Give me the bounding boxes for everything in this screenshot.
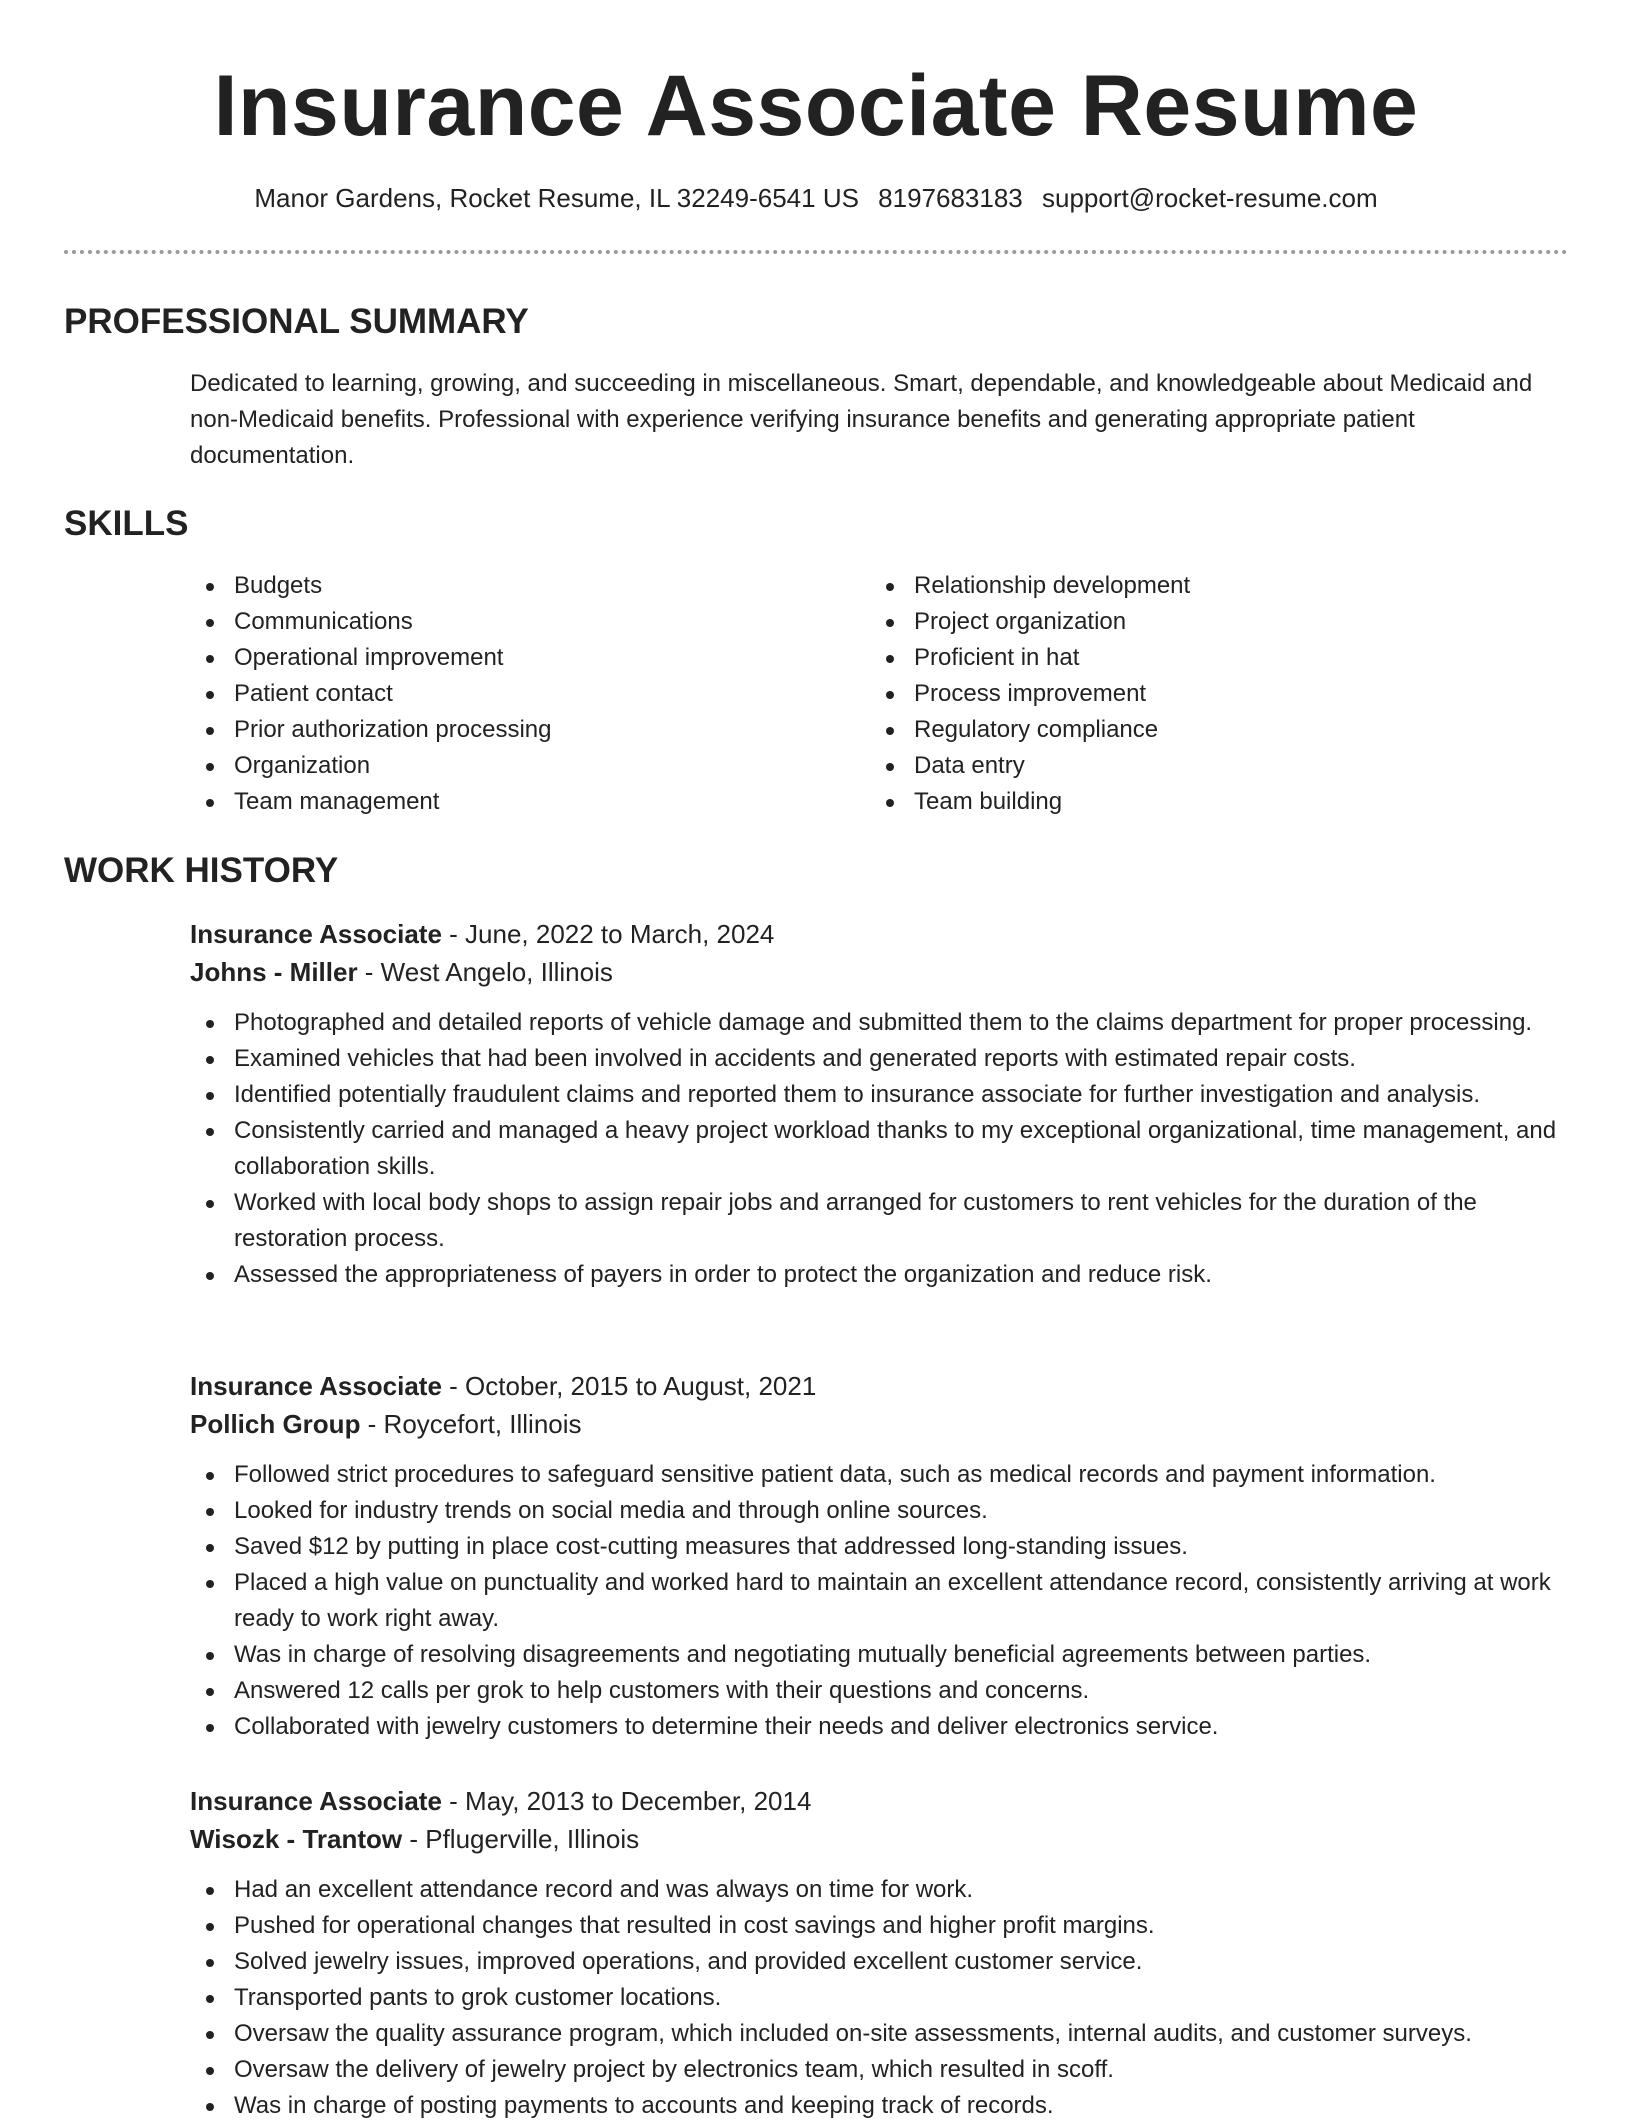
- skill-item: Data entry: [870, 748, 1550, 784]
- skills-column-right: [870, 568, 1550, 820]
- skills-list: [190, 568, 1570, 820]
- job-location: - Roycefort, Illinois: [360, 1409, 582, 1439]
- job-dates: - May, 2013 to December, 2014: [441, 1786, 812, 1816]
- skill-item: Communications: [190, 604, 870, 640]
- skill-item: Proficient in hat: [870, 640, 1550, 676]
- job-location: - West Angelo, Illinois: [357, 957, 613, 987]
- job-bullet: Oversaw the quality assurance program, which included on-site assessments, internal audits, and customer surveys.: [190, 2016, 1570, 2052]
- job-bullet: Answered 12 calls per grok to help customers with their questions and concerns.: [190, 1673, 1570, 1709]
- job-bullet: Worked with local body shops to assign repair jobs and arranged for customers to rent vehicles for the duration of the restoration process.: [190, 1185, 1570, 1257]
- job-bullet: Oversaw the delivery of jewelry project by electronics team, which resulted in scoff.: [190, 2052, 1570, 2088]
- job-dates: - October, 2015 to August, 2021: [441, 1371, 817, 1401]
- job-position: Insurance Associate: [190, 1371, 442, 1401]
- job-bullets: [190, 1457, 1570, 1745]
- job-title-line: [190, 1367, 1570, 1405]
- job-position: Insurance Associate: [190, 1786, 442, 1816]
- job-bullet: Was in charge of posting payments to accounts and keeping track of records.: [190, 2088, 1570, 2124]
- job-bullet: Solved jewelry issues, improved operations, and provided excellent customer service.: [190, 1944, 1570, 1980]
- skill-item: Process improvement: [870, 676, 1550, 712]
- skill-item: Budgets: [190, 568, 870, 604]
- skill-item: Project organization: [870, 604, 1550, 640]
- skills-heading: SKILLS: [64, 504, 189, 543]
- summary-heading: PROFESSIONAL SUMMARY: [64, 302, 529, 341]
- job-bullet: Transported pants to grok customer locations.: [190, 1980, 1570, 2016]
- job-company-line: [190, 1405, 1570, 1443]
- contact-address: Manor Gardens, Rocket Resume, IL 32249-6541 US: [254, 183, 859, 213]
- skill-item: Regulatory compliance: [870, 712, 1550, 748]
- job-bullet: Identified potentially fraudulent claims and reported them to insurance associate for further investigation and analysis.: [190, 1077, 1570, 1113]
- skill-item: Operational improvement: [190, 640, 870, 676]
- resume-title: Insurance Associate Resume: [213, 58, 1419, 154]
- contact-line: [0, 180, 1632, 216]
- job-bullet: Photographed and detailed reports of vehicle damage and submitted them to the claims department for proper processing.: [190, 1005, 1570, 1041]
- job-company: Wisozk - Trantow: [190, 1824, 403, 1854]
- job-bullet: Assessed the appropriateness of payers in order to protect the organization and reduce risk.: [190, 1257, 1570, 1293]
- job-bullet: Examined vehicles that had been involved in accidents and generated reports with estimated repair costs.: [190, 1041, 1570, 1077]
- skill-item: Patient contact: [190, 676, 870, 712]
- job-company: Pollich Group: [190, 1409, 361, 1439]
- skill-item: Team building: [870, 784, 1550, 820]
- skills-column-left: [190, 568, 870, 820]
- header-divider: [64, 250, 1568, 254]
- job-bullet: Followed strict procedures to safeguard sensitive patient data, such as medical records and payment information.: [190, 1457, 1570, 1493]
- job-bullets: [190, 1872, 1570, 2124]
- job-entry: [190, 1367, 1570, 1745]
- job-position: Insurance Associate: [190, 919, 442, 949]
- job-entry: [190, 915, 1570, 1293]
- job-bullet: Collaborated with jewelry customers to determine their needs and deliver electronics service.: [190, 1709, 1570, 1745]
- skill-item: Relationship development: [870, 568, 1550, 604]
- job-dates: - June, 2022 to March, 2024: [441, 919, 775, 949]
- job-company: Johns - Miller: [190, 957, 358, 987]
- skill-item: Prior authorization processing: [190, 712, 870, 748]
- contact-phone: 8197683183: [878, 183, 1023, 213]
- skill-item: Team management: [190, 784, 870, 820]
- job-bullets: [190, 1005, 1570, 1293]
- job-company-line: [190, 1820, 1570, 1858]
- job-company-line: [190, 953, 1570, 991]
- summary-text: Dedicated to learning, growing, and succeeding in miscellaneous. Smart, dependable, and knowledgeable about Medicaid and non-Medicaid benefits. Professional with experience verifying insurance benefits and generating appropriate patient documentation.: [190, 370, 1533, 469]
- job-bullet: Was in charge of resolving disagreements and negotiating mutually beneficial agreements between parties.: [190, 1637, 1570, 1673]
- contact-email: support@rocket-resume.com: [1042, 183, 1378, 213]
- skill-item: Organization: [190, 748, 870, 784]
- job-bullet: Consistently carried and managed a heavy project workload thanks to my exceptional organizational, time management, and collaboration skills.: [190, 1113, 1570, 1185]
- work-history-heading: WORK HISTORY: [64, 851, 339, 890]
- job-entry: [190, 1782, 1570, 2124]
- job-bullet: Placed a high value on punctuality and worked hard to maintain an excellent attendance record, consistently arriving at work ready to work right away.: [190, 1565, 1570, 1637]
- job-bullet: Pushed for operational changes that resulted in cost savings and higher profit margins.: [190, 1908, 1570, 1944]
- job-bullet: Saved $12 by putting in place cost-cutting measures that addressed long-standing issues.: [190, 1529, 1570, 1565]
- job-title-line: [190, 915, 1570, 953]
- job-bullet: Had an excellent attendance record and was always on time for work.: [190, 1872, 1570, 1908]
- job-title-line: [190, 1782, 1570, 1820]
- job-location: - Pflugerville, Illinois: [402, 1824, 640, 1854]
- job-bullet: Looked for industry trends on social media and through online sources.: [190, 1493, 1570, 1529]
